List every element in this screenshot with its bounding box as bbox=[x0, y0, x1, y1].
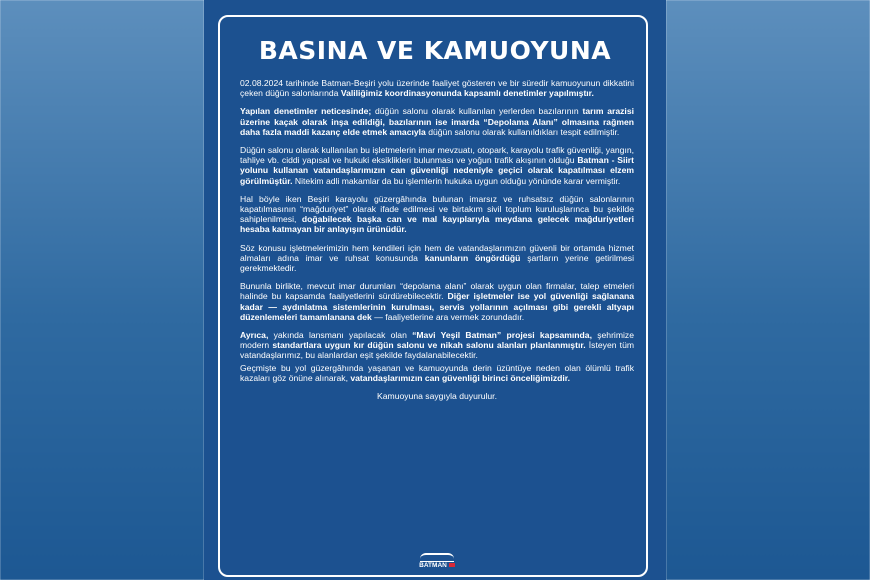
body-text: — faaliyetlerine ara vermek zorundadır. bbox=[371, 311, 525, 322]
body-paragraph bbox=[240, 194, 634, 235]
bold-text: vatandaşlarımızın can güvenliği birinci önceliğimizdir. bbox=[350, 372, 571, 383]
flag-icon bbox=[449, 563, 455, 567]
bold-text: doğabilecek başka can ve mal kayıplarıyla meydana gelecek mağduriyetleri hesaba katmayan bir anlayışın ürünüdür. bbox=[240, 214, 634, 235]
bold-text: Diğer işletmeler ise yol güvenliği sağlanana kadar — aydınlatma sistemlerinin kurulması, servis yollarının açılması gibi gerekli altyapı düzenlemeleri tamamlanana dek bbox=[240, 291, 634, 322]
bold-text: standartlara uygun kır düğün salonu ve nikah salonu alanları planlanmıştır. bbox=[272, 340, 586, 351]
bold-text: Batman - Siirt yolunu kullanan vatandaşlarımızın can güvenliği nedeniyle geçici olarak kapatılması elzem görülmüştür. bbox=[240, 155, 634, 186]
logo-text: BATMAN bbox=[419, 562, 447, 569]
body-paragraph bbox=[240, 330, 634, 361]
body-text: Söz konusu işletmelerimizin hem kendileri için hem de vatandaşlarımızın güvenli bir ortamda hizmet almaları adına imar ve ruhsat konusunda bbox=[240, 242, 634, 263]
closing-line: Kamuoyuna saygıyla duyurulur. bbox=[377, 391, 497, 402]
body-text: Geçmişte bu yol güzergâhında yaşanan ve kamuoyunda derin üzüntüye neden olan ölümlü trafik kazaları göz önüne alınarak, bbox=[240, 362, 634, 383]
body-text: Bununla birlikte, mevcut imar durumları “depolama alanı” olarak uygun olan firmalar, talep etmeleri halinde bu kapsamda faaliyetlerini sürdürebilecektir. bbox=[240, 281, 634, 302]
bold-text: Yapılan denetimler neticesinde; bbox=[240, 106, 372, 117]
body-text: Nitekim adli makamlar da bu işlemlerin hukuka uygun olduğu yönünde karar vermiştir. bbox=[292, 175, 621, 186]
document-title: BASINA VE KAMUOYUNA bbox=[258, 36, 612, 65]
document-body bbox=[240, 78, 634, 409]
body-text: Düğün salonu olarak kullanılan bu işletmelerin imar mevzuatı, otopark, karayolu trafik güvenliği, yangın, tahliye vb. ciddi yapısal ve hukuki eksiklikleri bulunması ve yoğun trafik akışının olduğu bbox=[240, 145, 634, 166]
bold-text: “Mavi Yeşil Batman” projesi kapsamında, bbox=[412, 330, 592, 341]
background-right bbox=[666, 0, 870, 580]
body-text: 02.08.2024 tarihinde Batman-Beşiri yolu üzerinde faaliyet gösteren ve bir süredir kamuoyunun dikkatini çeken düğün salonlarında bbox=[240, 78, 634, 99]
bold-text: kanunların öngördüğü bbox=[424, 252, 521, 263]
body-text: İsteyen tüm vatandaşlarımız, bu alanlardan eşit şekilde faydalanabilecektir. bbox=[240, 340, 635, 361]
body-paragraph bbox=[240, 281, 634, 322]
body-paragraph bbox=[240, 243, 634, 274]
logo-skyline-icon bbox=[420, 553, 454, 562]
bold-text: Valiliğimiz koordinasyonunda kapsamlı denetimler yapılmıştır. bbox=[340, 88, 594, 99]
body-text: düğün salonu olarak kullanılan yerlerden bazılarının bbox=[371, 106, 583, 117]
body-paragraph bbox=[240, 78, 634, 98]
bold-text: Ayrıca, bbox=[240, 330, 269, 341]
body-text: şartların yerine getirilmesi gerekmektedir. bbox=[240, 252, 635, 274]
announcement-poster bbox=[204, 0, 666, 580]
batman-logo bbox=[418, 553, 456, 571]
body-paragraph bbox=[240, 106, 634, 137]
body-paragraph bbox=[240, 363, 634, 383]
background-left bbox=[0, 0, 204, 580]
body-text: düğün salonu olarak kullanıldıkları tespit edilmiştir. bbox=[425, 126, 620, 137]
body-text: yakında lansmanı yapılacak olan bbox=[268, 330, 413, 341]
bold-text: tarım arazisi üzerine kaçak olarak inşa edildiği, bazılarının ise imarda “Depolama Alanı” olmasına rağmen daha fazla maddi kazanç elde etmek amacıyla bbox=[240, 106, 634, 137]
body-text: şehrimize modern bbox=[240, 330, 634, 351]
body-text: Hal böyle iken Beşiri karayolu güzergâhında bulunan imarsız ve ruhsatsız düğün salonlarının kapatılmasının “mağduriyet” olarak ifade edilmesi ve birtakım sivil toplum kuruluşlarınca bu şekilde sahiplenilmesi, bbox=[240, 193, 634, 225]
body-paragraph bbox=[240, 145, 634, 186]
